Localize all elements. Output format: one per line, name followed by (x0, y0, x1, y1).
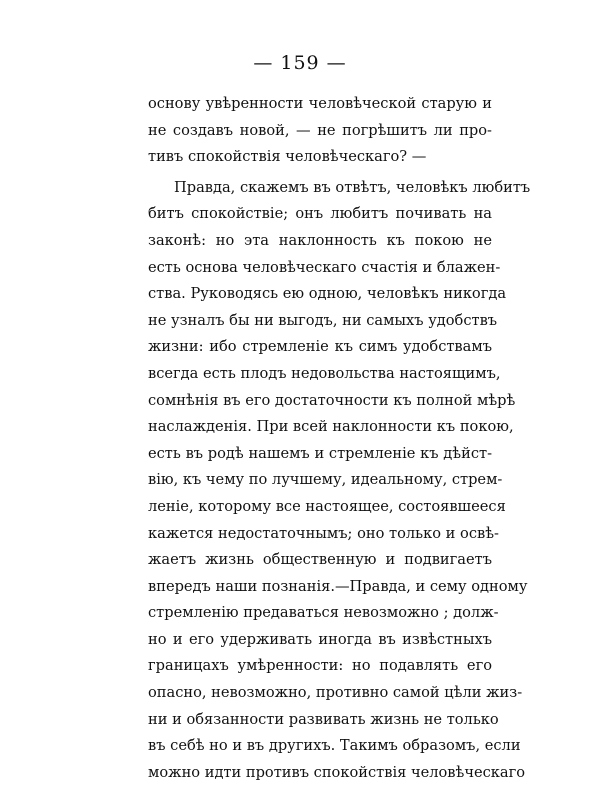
text-line: основу увѣренности человѣческой старую и (148, 95, 492, 112)
text-line: сомнѣнія въ его достаточности къ полной мѣрѣ (148, 391, 516, 409)
text-line: стремленію предаваться невозможно ; долж- (148, 604, 499, 622)
text-line: границахъ умѣренности: но подавлять его (148, 657, 492, 675)
text-line: законѣ: но эта наклонность къ покою не (148, 231, 492, 249)
text-line: не узналъ бы ни выгодъ, ни самыхъ удобствъ (148, 311, 498, 329)
text-line: ства. Руководясь ею одною, человѣкъ никогда (148, 285, 507, 303)
text-line: не создавъ новой, — не погрѣшитъ ли про- (148, 121, 492, 139)
page-text (148, 91, 531, 786)
text-line: но и его удерживать иногда въ извѣстныхъ (148, 630, 492, 648)
text-line: леніе, которому все настоящее, состоявшееся (148, 497, 506, 515)
text-line: впередъ наши познанія.—Правда, и сему одному (148, 577, 528, 595)
text-line: битъ спокойствіе; онъ любитъ почивать на (148, 205, 492, 223)
text-line: въ себѣ но и въ другихъ. Такимъ образомъ, если (148, 737, 521, 755)
text-line: Правда, скажемъ въ отвѣтъ, человѣкъ любитъ (174, 178, 531, 196)
text-line: есть въ родѣ нашемъ и стремленіе къ дѣйст- (148, 444, 492, 462)
text-line: можно идти противъ спокойствія человѣческаго (148, 763, 526, 781)
text-line: кажется недостаточнымъ; оно только и освѣ- (148, 524, 499, 542)
text-line: тивъ спокойствія человѣческаго? — (148, 148, 427, 166)
text-line: жизни: ибо стремленіе къ симъ удобствамъ (148, 338, 492, 356)
text-line: всегда есть плодъ недовольства настоящимъ, (148, 364, 501, 382)
page-number: — 159 — (253, 52, 347, 74)
text-line: есть основа человѣческаго счастія и блажен- (148, 258, 501, 276)
text-line: вію, къ чему по лучшему, идеальному, стрем- (148, 471, 503, 489)
text-line: наслажденія. При всей наклонности къ покою, (148, 418, 514, 436)
text-line: жаетъ жизнь общественную и подвигаетъ (148, 551, 492, 569)
text-line: опасно, невозможно, противно самой цѣли жиз- (148, 684, 523, 702)
text-line: ни и обязанности развивать жизнь не только (148, 710, 499, 728)
